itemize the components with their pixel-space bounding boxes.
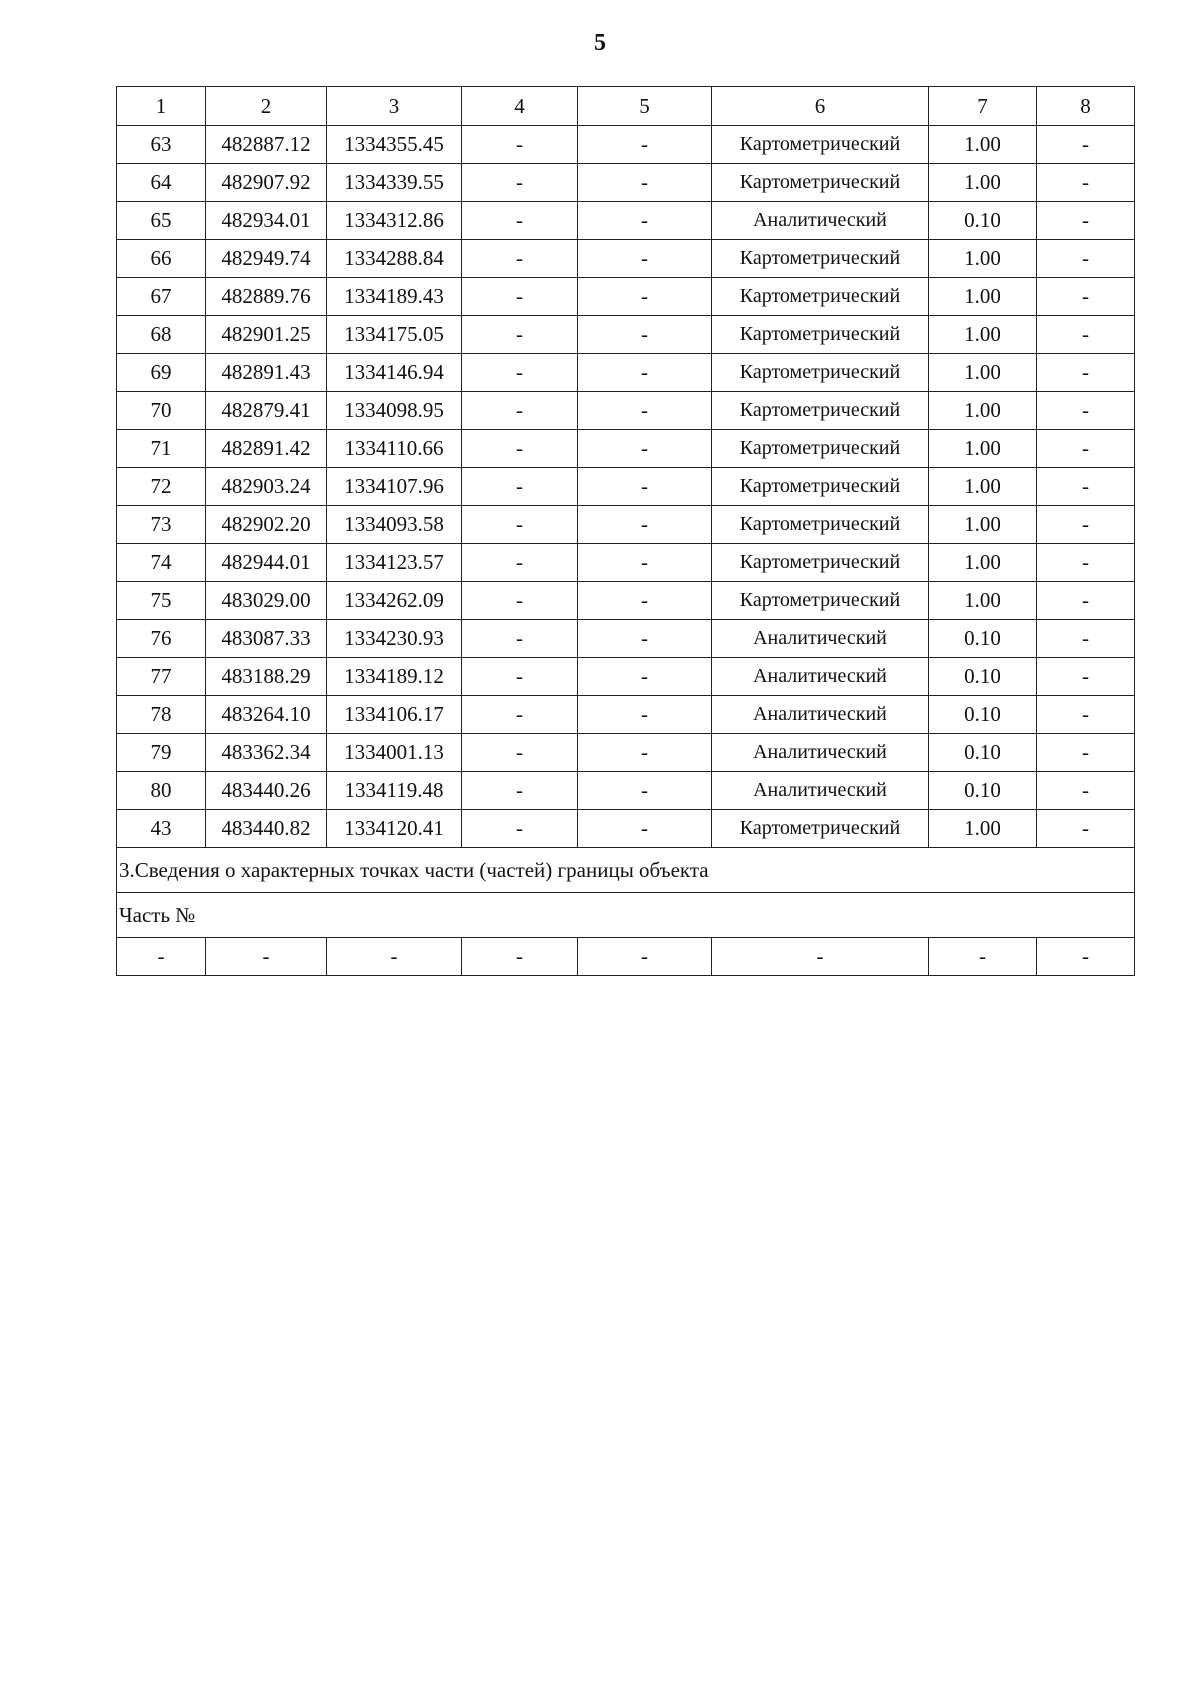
table-cell: 1334107.96 [327, 468, 462, 506]
table-cell: - [462, 620, 578, 658]
table-cell: - [462, 658, 578, 696]
part-label: Часть № [117, 893, 1135, 938]
table-cell: - [578, 316, 712, 354]
table-cell: 483087.33 [206, 620, 327, 658]
table-cell: 1334119.48 [327, 772, 462, 810]
table-cell: 1.00 [929, 164, 1037, 202]
table-cell: Картометрический [712, 468, 929, 506]
table-cell: 482949.74 [206, 240, 327, 278]
table-cell: - [712, 938, 929, 976]
table-cell: - [462, 316, 578, 354]
table-cell: Аналитический [712, 620, 929, 658]
table-cell: 483188.29 [206, 658, 327, 696]
table-cell: 1334175.05 [327, 316, 462, 354]
table-cell: Аналитический [712, 734, 929, 772]
table-cell: - [462, 430, 578, 468]
table-cell: 79 [117, 734, 206, 772]
table-cell: 1.00 [929, 240, 1037, 278]
table-cell: 1334288.84 [327, 240, 462, 278]
table-cell: - [1037, 772, 1135, 810]
table-cell: - [462, 938, 578, 976]
table-row [117, 202, 1135, 240]
table-cell: 1.00 [929, 430, 1037, 468]
table-cell: - [1037, 620, 1135, 658]
table-row [117, 164, 1135, 202]
table-cell: - [578, 696, 712, 734]
table-cell: Картометрический [712, 506, 929, 544]
table-cell: 1.00 [929, 810, 1037, 848]
table-row [117, 278, 1135, 316]
table-cell: 71 [117, 430, 206, 468]
table-cell: 43 [117, 810, 206, 848]
header-row [117, 87, 1135, 126]
table-cell: 482901.25 [206, 316, 327, 354]
table-cell: Аналитический [712, 772, 929, 810]
table-cell: Картометрический [712, 126, 929, 164]
table-cell: - [1037, 392, 1135, 430]
table-row [117, 658, 1135, 696]
table-cell: - [578, 620, 712, 658]
table-cell: - [929, 938, 1037, 976]
table-cell: 1334262.09 [327, 582, 462, 620]
table-row [117, 620, 1135, 658]
table-cell: 1.00 [929, 316, 1037, 354]
table-cell: - [578, 772, 712, 810]
table-cell: - [1037, 938, 1135, 976]
table-cell: 67 [117, 278, 206, 316]
table-cell: - [206, 938, 327, 976]
table-cell: - [462, 772, 578, 810]
table-cell: 1.00 [929, 392, 1037, 430]
table-cell: - [578, 658, 712, 696]
table-row [117, 392, 1135, 430]
table-row [117, 582, 1135, 620]
table-cell: - [578, 354, 712, 392]
table-cell: 1334355.45 [327, 126, 462, 164]
table-cell: Картометрический [712, 164, 929, 202]
table-cell: - [578, 278, 712, 316]
table-cell: - [1037, 506, 1135, 544]
table-cell: 73 [117, 506, 206, 544]
table-cell: 482902.20 [206, 506, 327, 544]
table-row [117, 126, 1135, 164]
table-cell: - [462, 354, 578, 392]
table-cell: Картометрический [712, 430, 929, 468]
table-cell: 76 [117, 620, 206, 658]
table-cell: 482891.43 [206, 354, 327, 392]
table-cell: - [578, 506, 712, 544]
table-cell: - [462, 240, 578, 278]
table-cell: 0.10 [929, 620, 1037, 658]
table-cell: - [578, 164, 712, 202]
table-cell: 482907.92 [206, 164, 327, 202]
coordinates-table [116, 86, 1135, 976]
section-title: 3.Сведения о характерных точках части (частей) границы объекта [117, 848, 1135, 893]
table-cell: - [578, 734, 712, 772]
table-cell: Картометрический [712, 810, 929, 848]
table-cell: 483029.00 [206, 582, 327, 620]
table-row [117, 468, 1135, 506]
table-cell: 1334230.93 [327, 620, 462, 658]
table-cell: - [1037, 430, 1135, 468]
table-cell: - [1037, 658, 1135, 696]
table-cell: - [462, 392, 578, 430]
column-header: 3 [327, 87, 462, 126]
table-cell: 0.10 [929, 658, 1037, 696]
table-cell: Картометрический [712, 240, 929, 278]
table-cell: 1334312.86 [327, 202, 462, 240]
table-cell: Картометрический [712, 316, 929, 354]
table-cell: - [578, 544, 712, 582]
table-cell: 483440.82 [206, 810, 327, 848]
table-cell: Аналитический [712, 658, 929, 696]
table-cell: 1334123.57 [327, 544, 462, 582]
table-cell: - [578, 468, 712, 506]
table-cell: Картометрический [712, 544, 929, 582]
table-cell: Картометрический [712, 582, 929, 620]
table-cell: 1.00 [929, 126, 1037, 164]
table-cell: - [117, 938, 206, 976]
table-cell: - [578, 810, 712, 848]
table-cell: - [462, 468, 578, 506]
table-cell: 1334001.13 [327, 734, 462, 772]
table-cell: - [578, 430, 712, 468]
table-cell: 0.10 [929, 734, 1037, 772]
table-cell: 72 [117, 468, 206, 506]
table-cell: - [578, 126, 712, 164]
section-row [117, 848, 1135, 893]
table-cell: 68 [117, 316, 206, 354]
table-cell: - [1037, 810, 1135, 848]
table-row [117, 772, 1135, 810]
table-cell: - [462, 164, 578, 202]
table-cell: - [462, 582, 578, 620]
table-cell: 482889.76 [206, 278, 327, 316]
table-cell: 1334189.43 [327, 278, 462, 316]
page-number: 5 [594, 30, 606, 56]
table-cell: - [578, 938, 712, 976]
table-cell: - [1037, 316, 1135, 354]
column-header: 4 [462, 87, 578, 126]
column-header: 6 [712, 87, 929, 126]
table-cell: 1334339.55 [327, 164, 462, 202]
column-header: 8 [1037, 87, 1135, 126]
table-cell: - [1037, 126, 1135, 164]
table-cell: 69 [117, 354, 206, 392]
table-cell: - [578, 202, 712, 240]
table-cell: 1.00 [929, 278, 1037, 316]
column-header: 1 [117, 87, 206, 126]
table-cell: 70 [117, 392, 206, 430]
table-cell: Картометрический [712, 392, 929, 430]
table-cell: - [462, 734, 578, 772]
table-row [117, 430, 1135, 468]
table-cell: 482887.12 [206, 126, 327, 164]
table-cell: - [1037, 354, 1135, 392]
table-cell: 1334106.17 [327, 696, 462, 734]
table-cell: 1334110.66 [327, 430, 462, 468]
table-row [117, 240, 1135, 278]
table-row [117, 316, 1135, 354]
table-cell: 1334146.94 [327, 354, 462, 392]
table-cell: 0.10 [929, 772, 1037, 810]
table-cell: 75 [117, 582, 206, 620]
table-cell: - [578, 582, 712, 620]
table-cell: Аналитический [712, 696, 929, 734]
table-cell: 63 [117, 126, 206, 164]
table-cell: 1.00 [929, 468, 1037, 506]
table-cell: Картометрический [712, 354, 929, 392]
table-row [117, 734, 1135, 772]
table-cell: 0.10 [929, 696, 1037, 734]
table-cell: - [462, 506, 578, 544]
table-cell: 74 [117, 544, 206, 582]
table-row [117, 696, 1135, 734]
table-cell: 482934.01 [206, 202, 327, 240]
table-cell: 483440.26 [206, 772, 327, 810]
table-cell: - [1037, 468, 1135, 506]
table-row [117, 506, 1135, 544]
table-cell: 1334189.12 [327, 658, 462, 696]
table-row [117, 544, 1135, 582]
table-row [117, 810, 1135, 848]
table-cell: - [462, 126, 578, 164]
empty-row [117, 938, 1135, 976]
table-cell: - [1037, 240, 1135, 278]
table-cell: 482944.01 [206, 544, 327, 582]
table-cell: - [462, 202, 578, 240]
table-cell: 482891.42 [206, 430, 327, 468]
table-cell: 65 [117, 202, 206, 240]
table-cell: 64 [117, 164, 206, 202]
table-cell: 1.00 [929, 354, 1037, 392]
table-cell: - [578, 392, 712, 430]
column-header: 5 [578, 87, 712, 126]
part-row [117, 893, 1135, 938]
table-cell: - [462, 544, 578, 582]
table-cell: 482903.24 [206, 468, 327, 506]
column-header: 7 [929, 87, 1037, 126]
table-cell: 1.00 [929, 506, 1037, 544]
table-cell: 483362.34 [206, 734, 327, 772]
table-cell: 1334093.58 [327, 506, 462, 544]
table-cell: - [462, 278, 578, 316]
table-cell: 66 [117, 240, 206, 278]
table-cell: - [1037, 696, 1135, 734]
table-cell: - [578, 240, 712, 278]
table-cell: - [1037, 202, 1135, 240]
table-cell: 80 [117, 772, 206, 810]
table-cell: Аналитический [712, 202, 929, 240]
table-cell: 77 [117, 658, 206, 696]
table-cell: - [462, 810, 578, 848]
table-cell: - [1037, 544, 1135, 582]
table-cell: 1334098.95 [327, 392, 462, 430]
table-cell: 1334120.41 [327, 810, 462, 848]
table-cell: - [1037, 582, 1135, 620]
table-cell: - [327, 938, 462, 976]
table-cell: 0.10 [929, 202, 1037, 240]
table-cell: 482879.41 [206, 392, 327, 430]
table-cell: - [1037, 734, 1135, 772]
table-cell: - [462, 696, 578, 734]
table-body [117, 87, 1135, 976]
table-cell: - [1037, 278, 1135, 316]
table-cell: Картометрический [712, 278, 929, 316]
table-cell: 483264.10 [206, 696, 327, 734]
table-cell: 1.00 [929, 544, 1037, 582]
table-cell: 78 [117, 696, 206, 734]
table-cell: - [1037, 164, 1135, 202]
table-row [117, 354, 1135, 392]
table-cell: 1.00 [929, 582, 1037, 620]
column-header: 2 [206, 87, 327, 126]
